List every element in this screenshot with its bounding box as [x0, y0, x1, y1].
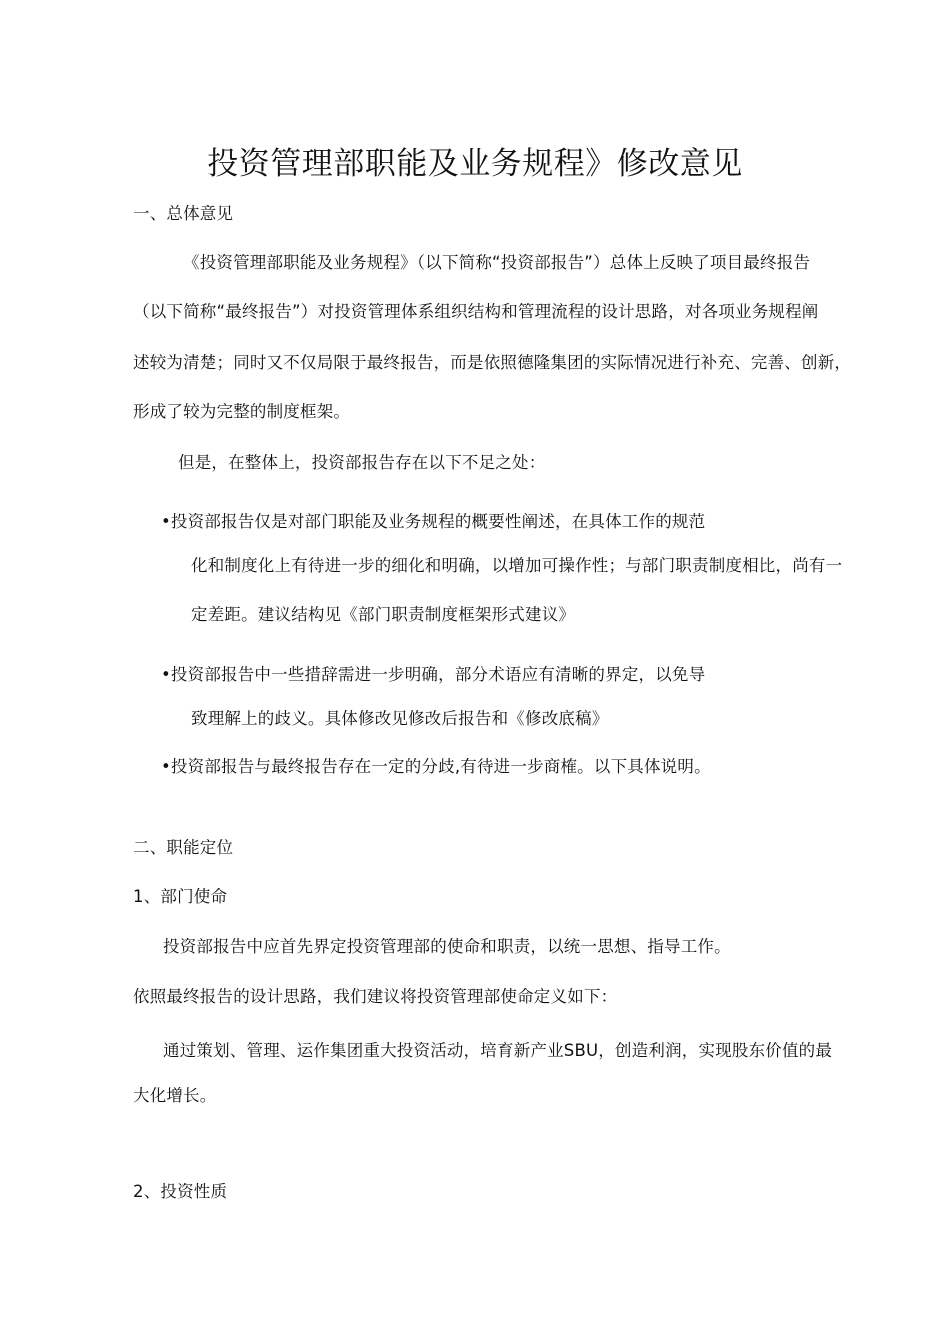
section2-heading: 二、职能定位 — [133, 838, 234, 857]
paragraph-line: （以下简称“最终报告”）对投资管理体系组织结构和管理流程的设计思路，对各项业务规程阐 — [133, 302, 819, 321]
document-title: 投资管理部职能及业务规程》修改意见 — [207, 146, 743, 182]
paragraph-line: 形成了较为完整的制度框架。 — [133, 402, 351, 421]
paragraph-line: 通过策划、管理、运作集团重大投资活动，培育新产业SBU，创造利润，实现股东价值的最 — [163, 1041, 833, 1060]
paragraph-line: 但是，在整体上，投资部报告存在以下不足之处： — [178, 453, 546, 472]
paragraph-line: 投资部报告中应首先界定投资管理部的使命和职责，以统一思想、指导工作。 — [163, 937, 731, 956]
bullet-item-continuation: 定差距。建议结构见《部门职责制度框架形式建议》 — [191, 605, 576, 624]
subsection-heading: 2、投资性质 — [133, 1182, 228, 1201]
paragraph-line: 依照最终报告的设计思路，我们建议将投资管理部使命定义如下： — [133, 987, 618, 1006]
subsection-heading: 1、部门使命 — [133, 887, 228, 906]
bullet-item: •投资部报告仅是对部门职能及业务规程的概要性阐述，在具体工作的规范 — [161, 512, 706, 531]
paragraph-line: 大化增长。 — [133, 1086, 217, 1105]
paragraph-line: 述较为清楚；同时又不仅局限于最终报告，而是依照德隆集团的实际情况进行补充、完善、创新， — [133, 353, 852, 372]
bullet-item: •投资部报告与最终报告存在一定的分歧,有待进一步商榷。以下具体说明。 — [161, 757, 711, 776]
section1-heading: 一、总体意见 — [133, 204, 234, 223]
bullet-item-continuation: 致理解上的歧义。具体修改见修改后报告和《修改底稿》 — [191, 709, 609, 728]
bullet-item: •投资部报告中一些措辞需进一步明确，部分术语应有清晰的界定，以免导 — [161, 665, 706, 684]
bullet-item-continuation: 化和制度化上有待进一步的细化和明确，以增加可操作性；与部门职责制度相比，尚有一 — [191, 556, 843, 575]
paragraph-line: 《投资管理部职能及业务规程》（以下简称“投资部报告”）总体上反映了项目最终报告 — [183, 253, 811, 272]
